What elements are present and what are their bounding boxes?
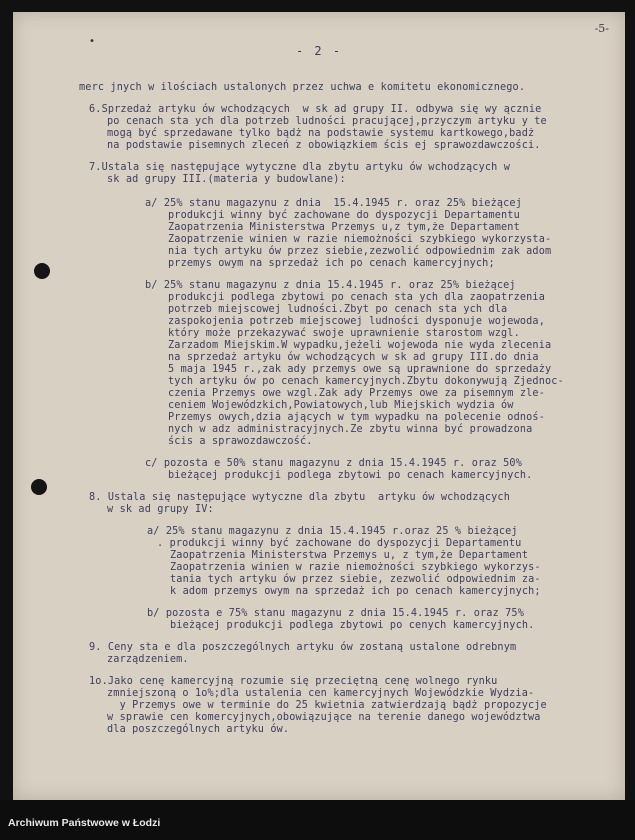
text-line: dla poszczególnych artyku ów.	[107, 724, 290, 735]
text-line: y Przemys owe w terminie do 25 kwietnia zatwierdzają bądż propozycje	[107, 700, 547, 711]
ink-dot: •	[89, 36, 96, 47]
text-line: po cenach sta ych dla potrzeb ludności pracującej,przyczym artyku y te	[107, 116, 547, 127]
text-line: mogą być sprzedawane tylko bądż na podstawie systemu kartkowego,badż	[107, 128, 535, 139]
text-line: na podstawie pisemnych zleceń z obowiązkiem ścis ej sprawozdawczości.	[107, 140, 541, 151]
text-line: 6.Sprzedaż artyku ów wchodzących w sk ad grupy II. odbywa się wy ącznie	[89, 104, 542, 115]
text-line: Zarzadom Miejskim.W wypadku,jeżeli wojewoda nie wyda zlecenia	[168, 340, 552, 351]
text-line: bieżącej produkcji podlega zbytowi po cenach kamercyjnych.	[168, 470, 533, 481]
text-line: Zaopatrzenie winien w razie niemożności szybkiego wykorzysta-	[168, 234, 552, 245]
text-line: 1o.Jako cenę kamercyjną rozumie się przeciętną cenę wolnego rynku	[89, 676, 498, 687]
text-line: 9. Ceny sta e dla poszczególnych artyku ów zostaną ustalone odrebnym	[89, 642, 517, 653]
text-line: czenia Przemys owe wzgl.Zak ady Przemys owe za pisemnym zle-	[168, 388, 546, 399]
text-line: 7.Ustala się następujące wytyczne dla zbytu artyku ów wchodzących w	[89, 162, 510, 173]
text-line: c/ pozosta e 50% stanu magazynu z dnia 15.4.1945 r. oraz 50%	[145, 458, 523, 469]
text-line: b/ 25% stanu magazynu z dnia 15.4.1945 r. oraz 25% bieżącej	[145, 280, 516, 291]
text-line: Zaopatrzenia winien w razie niemożności szybkiego wykorzys-	[170, 562, 541, 573]
text-line: nia tych artyku ów przez siebie,zezwolić odpowiednim zak adom	[168, 246, 552, 257]
text-line: Zaopatrzenia Ministerstwa Przemys u,z tym,że Departament	[168, 222, 520, 233]
text-line: sk ad grupy III.(materia y budowlane):	[107, 174, 346, 185]
punch-hole-bottom	[31, 479, 47, 495]
text-line: w sk ad grupy IV:	[107, 504, 214, 515]
text-line: zaspokojenia potrzeb miejscowej ludności dysponuje wojewoda,	[168, 316, 546, 327]
text-line: . produkcji winny być zachowane do dyspozycji Departamentu	[157, 538, 522, 549]
text-line: ścis a sprawozdawczość.	[168, 436, 313, 447]
archive-footer	[0, 800, 635, 840]
page-number: - 2 -	[295, 44, 343, 58]
text-line: na sprzedaż artyku ów wchodzących w sk ad grupy III.do dnia	[168, 352, 539, 363]
text-line: nych w adz administracyjnych.Ze zbytu winna być prowadzona	[168, 424, 533, 435]
text-line: zarządzeniem.	[107, 654, 189, 665]
text-line: produkcji podlega zbytowi po cenach sta ych dla zaopatrzenia	[168, 292, 546, 303]
text-line: 8. Ustala się następujące wytyczne dla zbytu artyku ów wchodzących	[89, 492, 510, 503]
text-line: który może przekazywać swoje uprawnienie starostom wzgl.	[168, 328, 520, 339]
text-line: potrzeb miejscowej ludności.Zbyt po cenach sta ych dla	[168, 304, 508, 315]
text-line: produkcji winny być zachowane do dyspozycji Departamentu	[168, 210, 520, 221]
text-line: Zaopatrzenia Ministerstwa Przemys u, z tym,że Departament	[170, 550, 529, 561]
archive-name: Archiwum Państwowe w Łodzi	[8, 817, 161, 829]
text-line: merc jnych w ilościach ustalonych przez uchwa e komitetu ekonomicznego.	[79, 82, 526, 93]
text-line: b/ pozosta e 75% stanu magazynu z dnia 15.4.1945 r. oraz 75%	[147, 608, 525, 619]
text-line: tych artyku ów po cenach kamercyjnych.Zbytu dokonywują Zjednoc-	[168, 376, 564, 387]
text-line: a/ 25% stanu magazynu z dnia 15.4.1945 r.oraz 25 % bieżącej	[147, 526, 518, 537]
text-line: przemys owym na sprzedaż ich po cenach kamercyjnych;	[168, 258, 495, 269]
text-line: bieżącej produkcji podlega zbytowi po cenych kamercyjnych.	[170, 620, 535, 631]
punch-hole-top	[34, 263, 50, 279]
text-line: ceniem Wojewódzkich,Powiatowych,lub Miejskich wydzia ów	[168, 400, 514, 411]
text-line: zmniejszoną o 1o%;dla ustalenia cen kamercyjnych Wojewódzkie Wydzia-	[107, 688, 535, 699]
text-line: tania tych artyku ów przez siebie, zezwolić odpowiednim za-	[170, 574, 541, 585]
corner-page-mark: -5-	[594, 22, 609, 35]
text-line: k adom przemys owym na sprzedaż ich po cenach kamercyjnych;	[170, 586, 541, 597]
text-line: a/ 25% stanu magazynu z dnia 15.4.1945 r. oraz 25% bieżącej	[145, 198, 523, 209]
text-line: Przemys owych,dzia ających w tym wypadku na polecenie odnoś-	[168, 412, 546, 423]
text-line: w sprawie cen komercyjnych,obowiązujące na terenie danego województwa	[107, 712, 541, 723]
text-line: 5 maja 1945 r.,zak ady przemys owe są uprawnione do sprzedaży	[168, 364, 552, 375]
document-page	[13, 12, 625, 800]
